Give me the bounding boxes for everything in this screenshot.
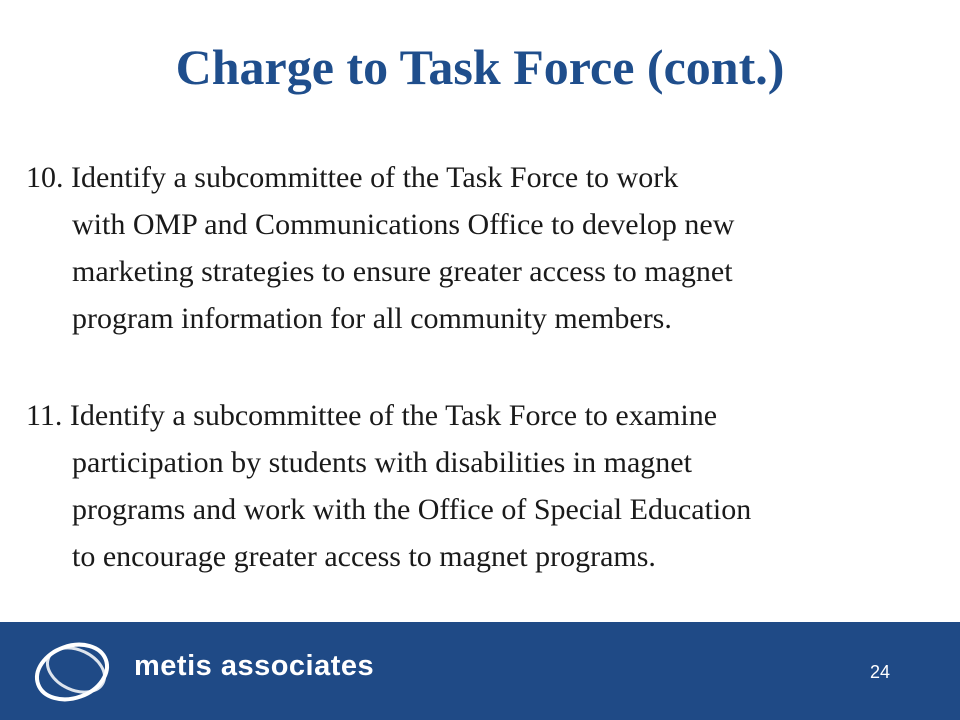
item-line: programs and work with the Office of Special Education: [72, 493, 752, 526]
brand-name: metis associates: [134, 650, 375, 682]
list-item: [26, 154, 932, 342]
item-line: participation by students with disabilities in magnet: [72, 446, 692, 479]
footer-bar: [0, 622, 960, 720]
page-number: 24: [870, 662, 891, 682]
item-line: to encourage greater access to magnet programs.: [72, 540, 656, 573]
item-line: 10. Identify a subcommittee of the Task Force to work: [26, 161, 679, 194]
list-item: [26, 392, 932, 580]
item-line: marketing strategies to ensure greater access to magnet: [72, 255, 733, 288]
item-line: with OMP and Communications Office to develop new: [72, 208, 735, 241]
item-line: 11. Identify a subcommittee of the Task Force to examine: [26, 399, 718, 432]
item-line: program information for all community members.: [72, 302, 672, 335]
slide-title: Charge to Task Force (cont.): [175, 39, 785, 95]
metis-ellipse-logo-icon: [28, 632, 118, 712]
